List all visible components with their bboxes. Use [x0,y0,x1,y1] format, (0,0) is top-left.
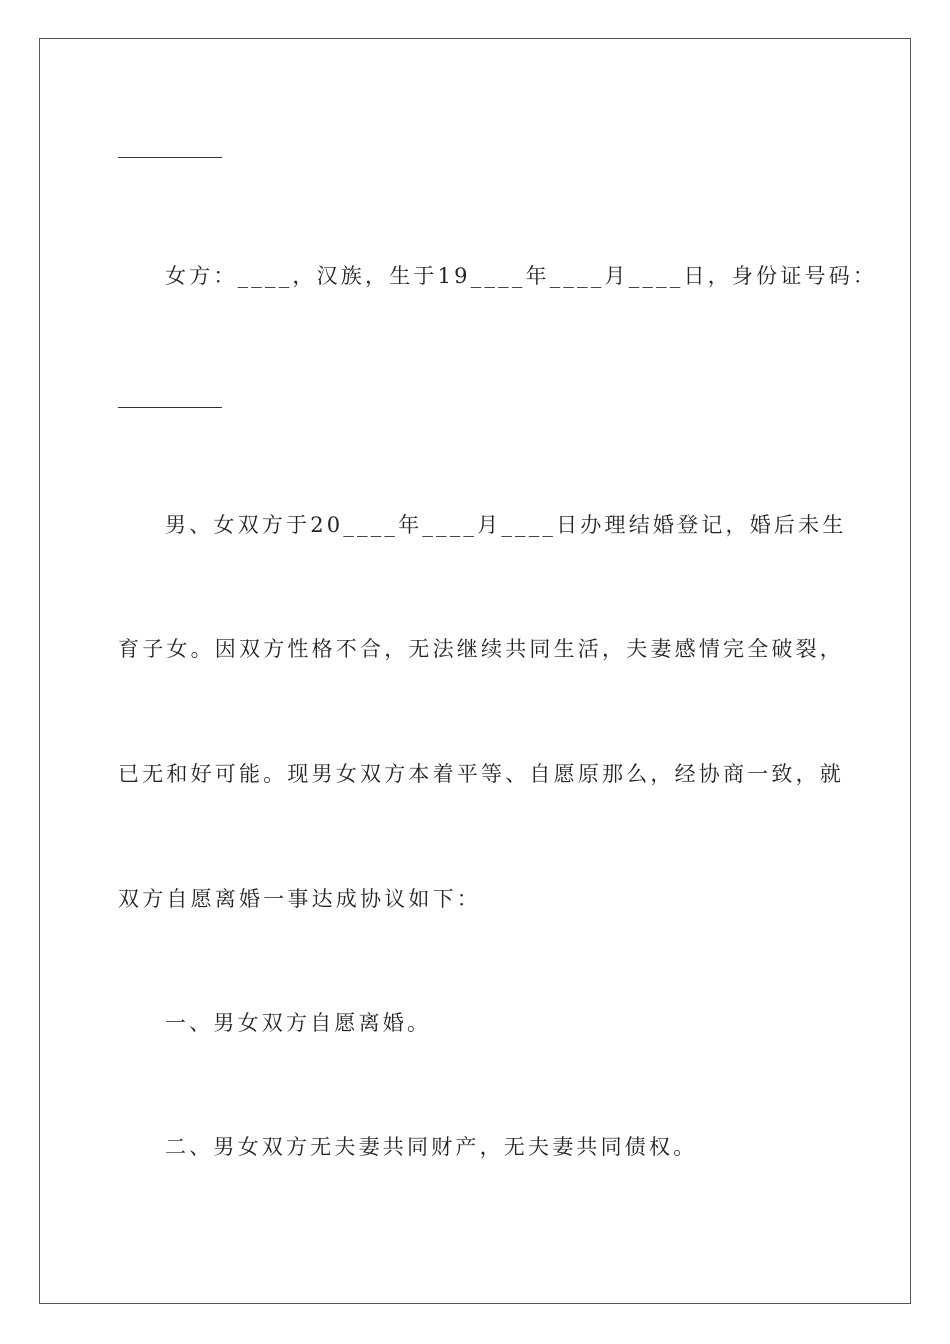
paragraph-line-2: 育子女。因双方性格不合，无法继续共同生活，夫妻感情完全破裂， [118,637,844,661]
paragraph-line-4: 双方自愿离婚一事达成协议如下： [118,887,481,911]
clause-1: 一、男女双方自愿离婚。 [165,1011,432,1035]
female-party-line: 女方：____，汉族，生于19____年____月____日，身份证号码： [165,264,878,288]
blank-underline-1 [118,157,222,158]
page-border [39,38,911,1304]
clause-2: 二、男女双方无夫妻共同财产，无夫妻共同债权。 [165,1135,698,1159]
paragraph-line-3: 已无和好可能。现男女双方本着平等、自愿原那么，经协商一致，就 [118,762,844,786]
paragraph-line-1: 男、女双方于20____年____月____日办理结婚登记，婚后未生 [165,513,847,537]
blank-underline-2 [118,407,222,408]
